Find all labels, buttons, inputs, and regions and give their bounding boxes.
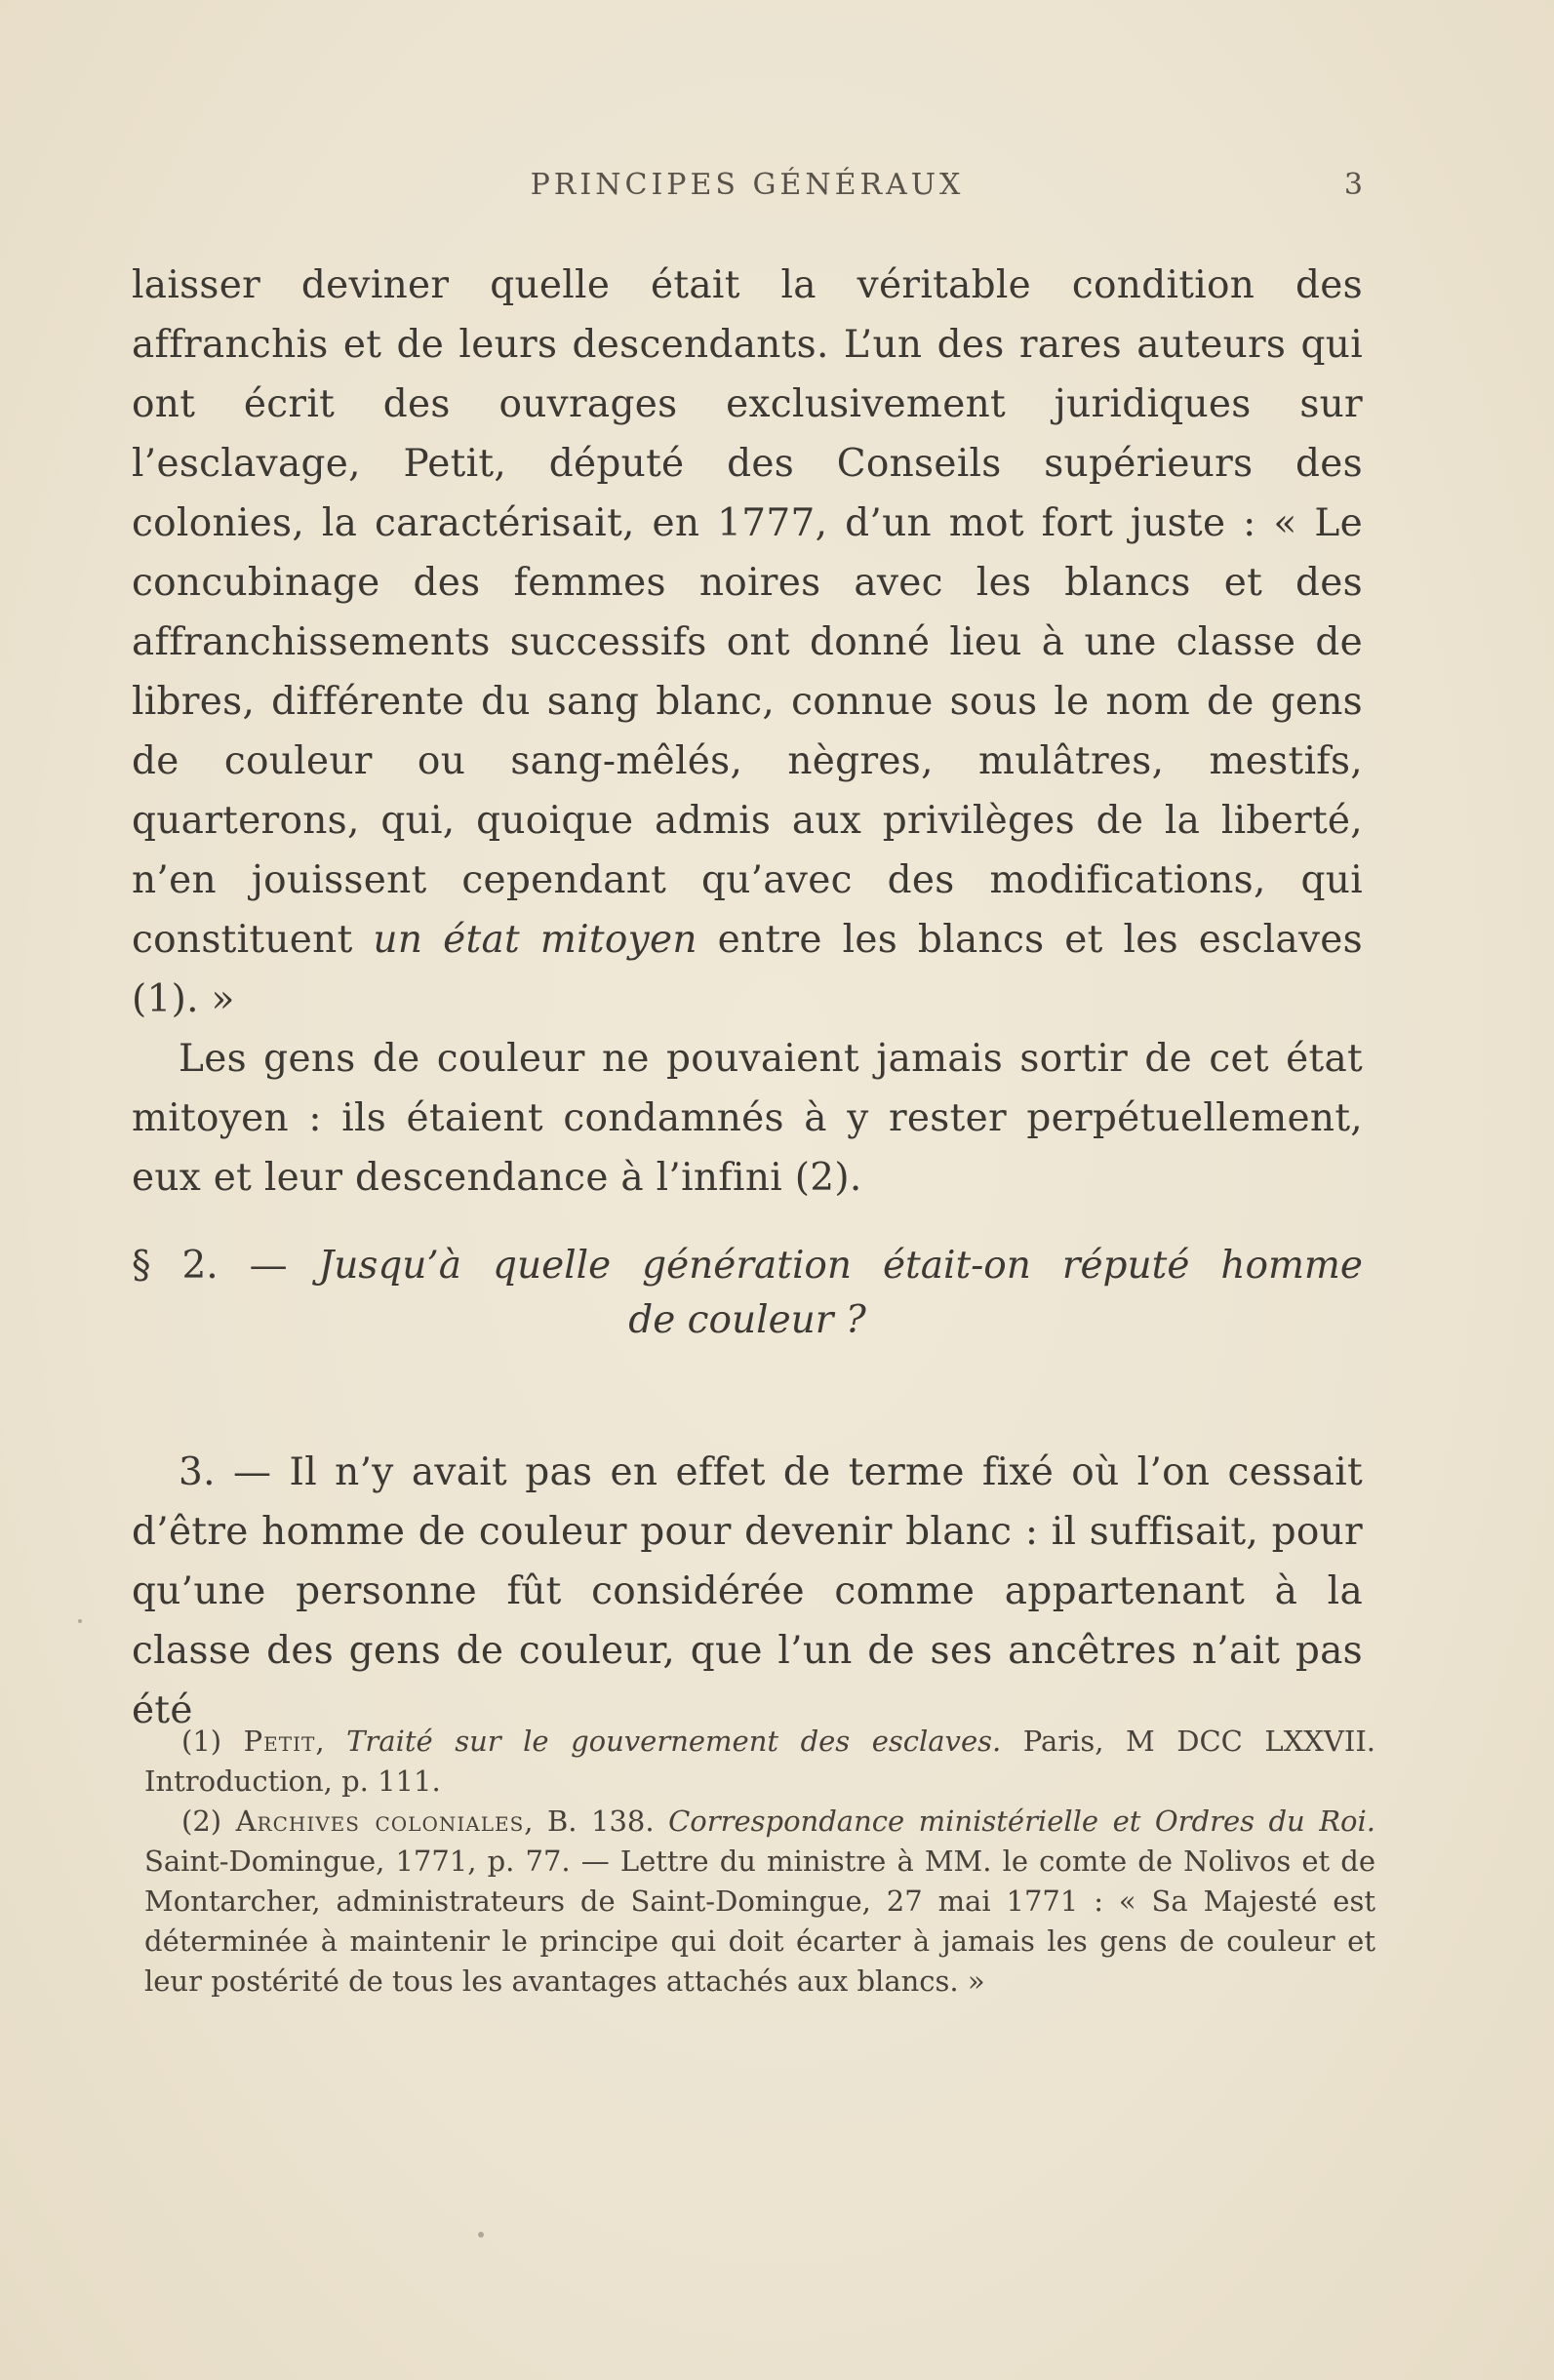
italic-phrase: un état mitoyen (373, 918, 697, 962)
footnote-title: Correspondance ministérielle et Ordres du Roi. (668, 1805, 1375, 1838)
section-title-line1: Jusqu’à quelle génération était-on réputé homme (318, 1244, 1363, 1288)
main-text (132, 256, 1363, 1208)
section-heading (132, 1239, 1363, 1348)
paragraph-1: laisser deviner quelle était la véritable condition des affranchis et de leurs descendants. L’un des rares auteurs qui ont écrit des ouvrages exclusivement juridiques sur l’esclavage, Petit, député des Conseils supérieurs des colonies, la caractérisait, en 1777, d’un mot fort juste : « Le concubinage des femmes noires avec les blancs et des affranchissements successifs ont donné lieu à une classe de libres, différente du sang blanc, connue sous le nom de gens de couleur ou sang-mêlés, nègres, mulâtres, mestifs, quarterons, qui, quoique admis aux privilèges de la liberté, n’en jouissent cependant qu’avec des modifications, qui constituent un état mitoyen entre les blancs et les esclaves (1). » (132, 263, 1363, 1021)
footnote-title: Traité sur le gouvernement des esclaves. (346, 1725, 1002, 1758)
running-title: PRINCIPES GÉNÉRAUX (530, 168, 965, 202)
paper-speck (78, 1619, 82, 1623)
footnotes (144, 1722, 1375, 2002)
running-head (132, 168, 1363, 217)
footnote-source: Archives coloniales (235, 1805, 525, 1838)
paragraph-2: Les gens de couleur ne pouvaient jamais sortir de cet état mitoyen : ils étaient condamnés à y rester perpétuellement, eux et leur descendance à l’infini (2). (132, 1037, 1363, 1200)
paragraph-3: 3. — Il n’y avait pas en effet de terme fixé où l’on cessait d’être homme de couleur pour devenir blanc : il suffisait, pour qu’une personne fût considérée comme appartenant à la classe des gens de couleur, que l’un de ses ancêtres n’ait pas été (132, 1450, 1363, 1732)
paper-speck (478, 2232, 484, 2238)
section-number: § 2. — (132, 1244, 288, 1288)
section-title-line2: de couleur ? (628, 1298, 866, 1342)
footnote-2: (2) Archives coloniales, B. 138. Correspondance ministérielle et Ordres du Roi. Saint-Domingue, 1771, p. 77. — Lettre du ministre à MM. le comte de Nolivos et de Montarcher, administrateurs de Saint-Domingue, 27 mai 1771 : « Sa Majesté est déterminée à maintenir le principe qui doit écarter à jamais les gens de couleur et leur postérité de tous les avantages attachés aux blancs. » (144, 1805, 1375, 1998)
page-number: 3 (1343, 168, 1363, 202)
footnote-author: Petit (243, 1725, 316, 1758)
footnote-1: (1) Petit, Traité sur le gouvernement des esclaves. Paris, M DCC LXXVII. Introduction, p. 111. (144, 1725, 1375, 1798)
